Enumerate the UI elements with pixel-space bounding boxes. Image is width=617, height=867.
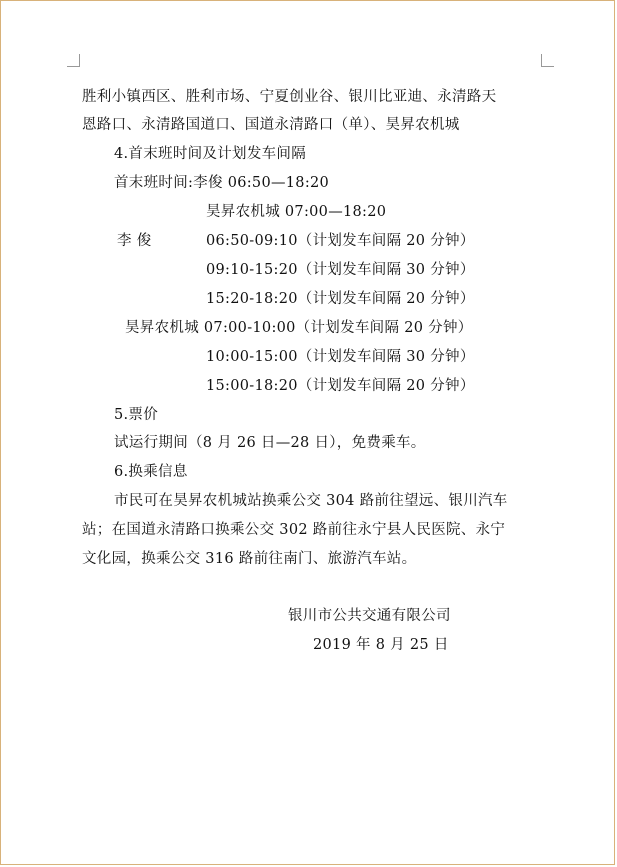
li-jun-interval-3: 15:20-18:20（计划发车间隔 20 分钟）	[206, 291, 475, 307]
signature-date: 2019 年 8 月 25 日	[313, 637, 449, 653]
signature-organization: 银川市公共交通有限公司	[288, 608, 451, 624]
stops-line-2: 恩路口、永清路国道口、国道永清路口（单）、昊昇农机城	[82, 117, 460, 133]
crop-mark-top-left	[67, 54, 80, 67]
li-jun-interval-1: 06:50-09:10（计划发车间隔 20 分钟）	[206, 233, 475, 249]
haoshen-interval-1: 昊昇农机城 07:00-10:00（计划发车间隔 20 分钟）	[125, 320, 473, 336]
transfer-line-2: 站；在国道永清路口换乘公交 302 路前往永宁县人民医院、永宁	[82, 522, 506, 538]
li-jun-interval-2: 09:10-15:20（计划发车间隔 30 分钟）	[206, 262, 475, 278]
transfer-line-1: 市民可在昊昇农机城站换乘公交 304 路前往望远、银川汽车	[114, 493, 508, 509]
section5-title: 5.票价	[114, 407, 159, 423]
section4-title: 4.首末班时间及计划发车间隔	[114, 146, 307, 162]
section6-title: 6.换乘信息	[114, 464, 188, 480]
first-last-time-haoshen: 昊昇农机城 07:00—18:20	[206, 204, 387, 220]
li-jun-label: 李 俊	[117, 233, 152, 249]
haoshen-interval-3: 15:00-18:20（计划发车间隔 20 分钟）	[206, 378, 475, 394]
crop-mark-top-right	[541, 54, 554, 67]
first-last-time-lijun: 首末班时间:李俊 06:50—18:20	[114, 175, 330, 191]
haoshen-interval-2: 10:00-15:00（计划发车间隔 30 分钟）	[206, 349, 475, 365]
stops-line-1: 胜利小镇西区、胜利市场、宁夏创业谷、银川比亚迪、永清路天	[82, 89, 497, 105]
transfer-line-3: 文化园，换乘公交 316 路前往南门、旅游汽车站。	[82, 551, 417, 567]
fare-text: 试运行期间（8 月 26 日—28 日），免费乘车。	[114, 435, 426, 451]
